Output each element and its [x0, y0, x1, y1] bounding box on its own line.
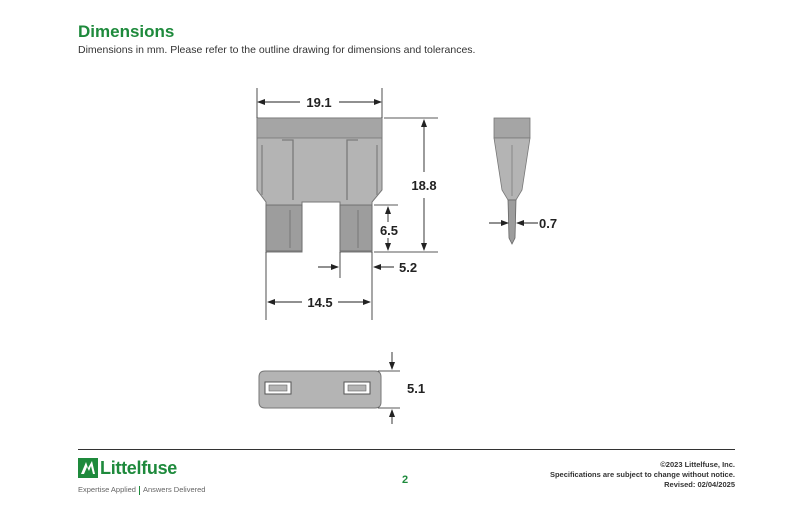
dim-terminal-width-label: 5.2 [399, 260, 418, 275]
dim-height-label: 18.8 [411, 178, 437, 193]
page-subtitle: Dimensions in mm. Please refer to the outline drawing for dimensions and tolerances. [78, 44, 476, 56]
dim-terminal-label: 6.5 [379, 223, 399, 238]
brand-name: Littelfuse [100, 458, 178, 478]
fuse-bottom-view [259, 371, 381, 408]
dim-terminal-width [318, 252, 417, 320]
spec-notice: Specifications are subject to change without notice. [549, 470, 735, 479]
dim-thickness [378, 352, 425, 424]
dim-width-label: 19.1 [306, 95, 332, 110]
fuse-front-view [257, 118, 382, 252]
legal-notice [550, 460, 735, 490]
dim-spacing [266, 252, 370, 320]
littelfuse-logo-icon [78, 458, 98, 478]
dim-blade-label: 0.7 [539, 216, 558, 231]
tagline-left: Expertise Applied [78, 485, 136, 494]
tagline-right: Answers Delivered [142, 485, 206, 494]
fuse-side-view [494, 118, 530, 244]
tagline [78, 485, 205, 495]
dim-thickness-label: 5.1 [407, 381, 426, 396]
dim-terminal [374, 205, 398, 250]
footer-divider [78, 449, 735, 450]
page-title: Dimensions [78, 22, 175, 41]
revised-date: Revised: 02/04/2025 [664, 480, 735, 489]
copyright: ©2023 Littelfuse, Inc. [660, 460, 735, 469]
dim-blade [489, 216, 557, 231]
page-number: 2 [402, 474, 409, 486]
dim-spacing-label: 14.5 [307, 295, 333, 310]
dim-width [257, 88, 382, 118]
tagline-separator [139, 486, 140, 495]
